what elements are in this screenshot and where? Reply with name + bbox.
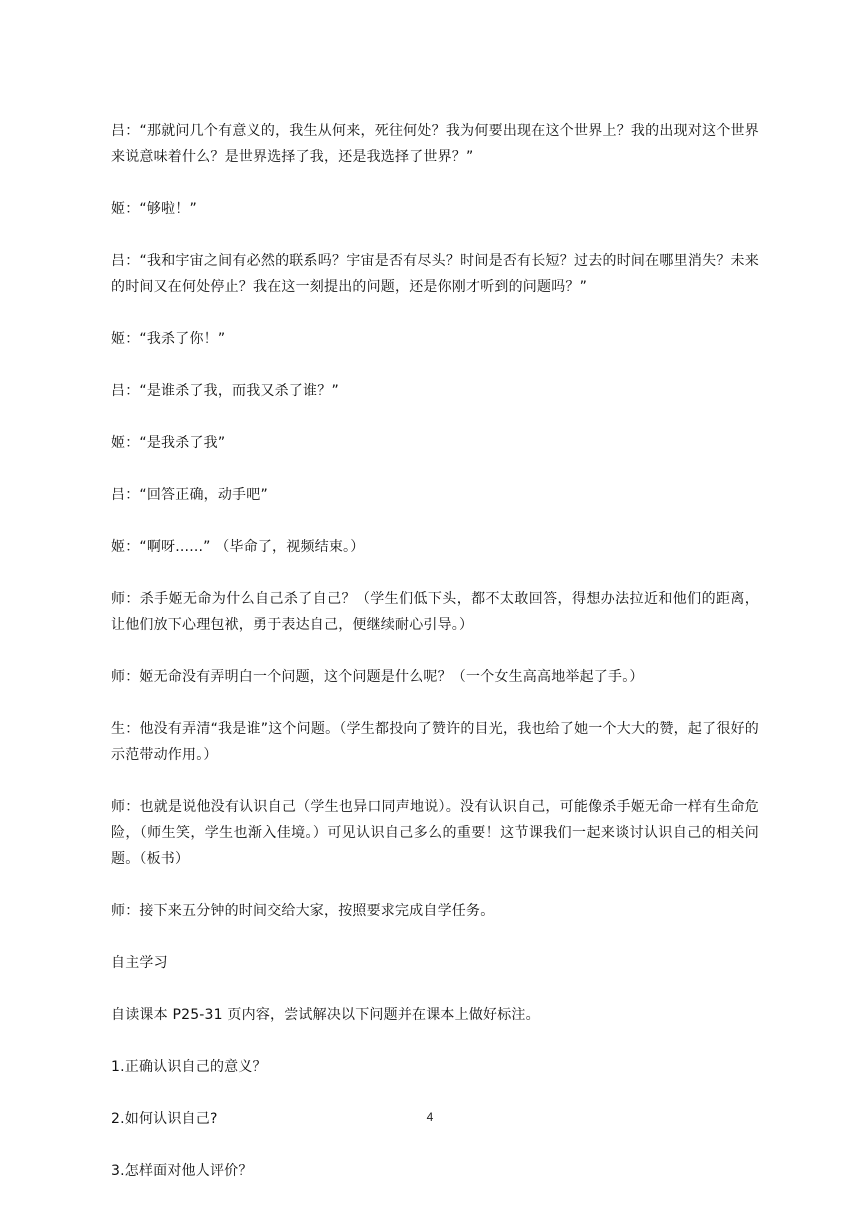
dialogue-paragraph: 吕：“我和宇宙之间有必然的联系吗？宇宙是否有尽头？时间是否有长短？过去的时间在哪里消失？未来的时间又在何处停止？我在这一刻提出的问题，还是你刚才听到的问题吗？” <box>111 253 759 295</box>
dialogue-paragraph: 姬：“啊呀......” （毕命了，视频结束。） <box>111 539 365 555</box>
teacher-paragraph: 师：也就是说他没有认识自己（学生也异口同声地说）。没有认识自己，可能像杀手姬无命一样有生命危险，（师生笑，学生也渐入佳境。）可见认识自己多么的重要！这节课我们一起来谈讨认识自己的相关问题。（板书） <box>111 799 759 867</box>
dialogue-paragraph: 姬：“我杀了你！” <box>111 331 226 347</box>
teacher-paragraph: 师：姬无命没有弄明白一个问题，这个问题是什么呢？（一个女生高高地举起了手。） <box>111 669 644 685</box>
question-item: 2.如何认识自己? <box>111 1111 218 1127</box>
dialogue-paragraph: 姬：“是我杀了我” <box>111 435 226 451</box>
dialogue-paragraph: 吕：“那就问几个有意义的，我生从何来，死往何处？我为何要出现在这个世界上？我的出现对这个世界来说意味着什么？是世界选择了我，还是我选择了世界？” <box>111 123 759 165</box>
dialogue-paragraph: 吕：“是谁杀了我，而我又杀了谁？” <box>111 383 339 399</box>
page-number: 4 <box>426 1110 434 1124</box>
dialogue-paragraph: 姬：“够啦！” <box>111 201 197 217</box>
dialogue-paragraph: 吕：“回答正确，动手吧” <box>111 487 268 503</box>
section-heading: 自主学习 <box>111 955 168 971</box>
question-item: 3.怎样面对他人评价？ <box>111 1163 253 1179</box>
instruction-paragraph: 自读课本 P25-31 页内容，尝试解决以下问题并在课本上做好标注。 <box>111 1007 540 1023</box>
teacher-paragraph: 师：杀手姬无命为什么自己杀了自己？（学生们低下头，都不太敢回答，得想办法拉近和他们的距离，让他们放下心理包袱，勇于表达自己，便继续耐心引导。） <box>111 591 759 633</box>
question-item: 1.正确认识自己的意义？ <box>111 1059 267 1075</box>
student-paragraph: 生：他没有弄清“我是谁”这个问题。（学生都投向了赞许的目光，我也给了她一个大大的赞，起了很好的示范带动作用。） <box>111 721 759 763</box>
teacher-paragraph: 师：接下来五分钟的时间交给大家，按照要求完成自学任务。 <box>111 903 495 919</box>
document-body <box>111 118 759 1210</box>
